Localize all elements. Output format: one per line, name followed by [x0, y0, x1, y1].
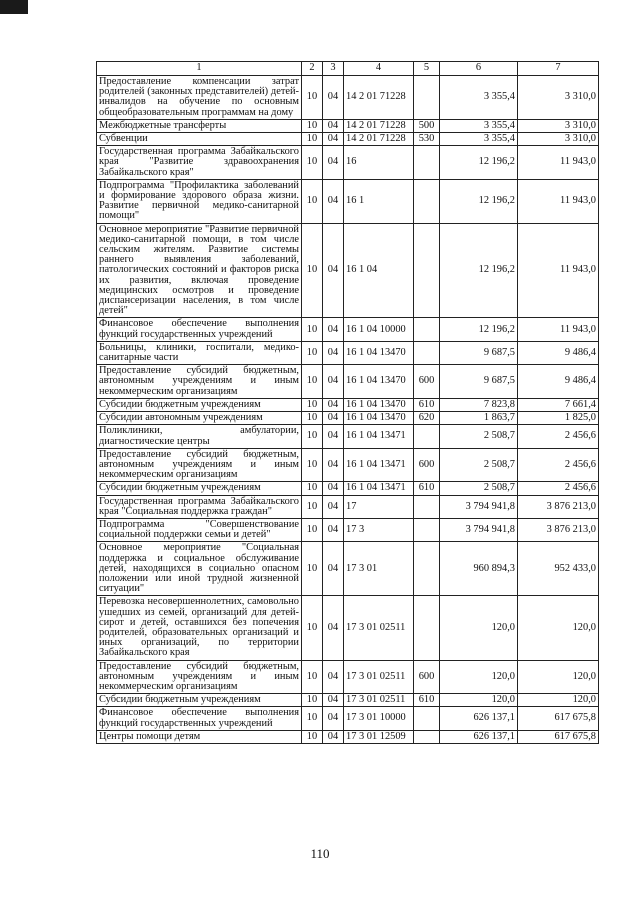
section-code-cell: 10 — [302, 365, 323, 399]
amount-col7-cell: 3 310,0 — [518, 133, 599, 146]
amount-col7-cell: 2 456,6 — [518, 448, 599, 482]
row-name-cell: Подпрограмма "Профилактика заболеваний и формирование здорового образа жизни. Развитие первичной медико-санитарной помощи" — [97, 179, 302, 223]
expense-type-cell — [414, 341, 440, 364]
table-row — [97, 660, 599, 694]
table-row — [97, 730, 599, 743]
amount-col6-cell: 7 823,8 — [440, 398, 518, 411]
section-code-cell: 10 — [302, 76, 323, 120]
expense-type-cell — [414, 730, 440, 743]
table-row — [97, 707, 599, 730]
section-code-cell: 10 — [302, 495, 323, 518]
section-code-cell: 10 — [302, 341, 323, 364]
amount-col7-cell: 11 943,0 — [518, 179, 599, 223]
table-header-row — [97, 62, 599, 76]
amount-col7-cell: 11 943,0 — [518, 318, 599, 341]
subsection-code-cell: 04 — [323, 482, 344, 495]
amount-col6-cell: 3 355,4 — [440, 133, 518, 146]
table-row — [97, 133, 599, 146]
target-article-cell: 14 2 01 71228 — [344, 133, 414, 146]
table-row — [97, 146, 599, 180]
subsection-code-cell: 04 — [323, 76, 344, 120]
table-row — [97, 318, 599, 341]
subsection-code-cell: 04 — [323, 146, 344, 180]
amount-col7-cell: 617 675,8 — [518, 707, 599, 730]
table-row — [97, 76, 599, 120]
expense-type-cell: 610 — [414, 398, 440, 411]
table-row — [97, 482, 599, 495]
header-col-1: 1 — [97, 62, 302, 76]
amount-col7-cell: 11 943,0 — [518, 146, 599, 180]
subsection-code-cell: 04 — [323, 318, 344, 341]
row-name-cell: Предоставление субсидий бюджетным, автономным учреждениям и иным некоммерческим организациям — [97, 365, 302, 399]
amount-col6-cell: 120,0 — [440, 660, 518, 694]
section-code-cell: 10 — [302, 318, 323, 341]
row-name-cell: Субсидии бюджетным учреждениям — [97, 482, 302, 495]
subsection-code-cell: 04 — [323, 119, 344, 132]
table-row — [97, 425, 599, 448]
subsection-code-cell: 04 — [323, 495, 344, 518]
target-article-cell: 16 1 04 13470 — [344, 412, 414, 425]
row-name-cell: Финансовое обеспечение выполнения функций государственных учреждений — [97, 707, 302, 730]
header-col-5: 5 — [414, 62, 440, 76]
expense-type-cell — [414, 542, 440, 596]
amount-col7-cell: 3 310,0 — [518, 119, 599, 132]
table-row — [97, 448, 599, 482]
section-code-cell: 10 — [302, 482, 323, 495]
amount-col7-cell: 1 825,0 — [518, 412, 599, 425]
target-article-cell: 16 1 — [344, 179, 414, 223]
subsection-code-cell: 04 — [323, 365, 344, 399]
table-row — [97, 365, 599, 399]
row-name-cell: Основное мероприятие "Развитие первичной медико-санитарной помощи, в том числе сельским жителям. Развитие системы раннего выявления заболеваний, патологических состояний и факторов риска их развития, включая проведение медицинских осмотров и проведение диспансеризации населения, в том числе детей" — [97, 223, 302, 318]
amount-col6-cell: 12 196,2 — [440, 223, 518, 318]
expense-type-cell: 610 — [414, 694, 440, 707]
expense-type-cell: 610 — [414, 482, 440, 495]
row-name-cell: Поликлиники, амбулатории, диагностические центры — [97, 425, 302, 448]
section-code-cell: 10 — [302, 179, 323, 223]
table-row — [97, 495, 599, 518]
expense-type-cell: 530 — [414, 133, 440, 146]
subsection-code-cell: 04 — [323, 596, 344, 660]
row-name-cell: Субсидии бюджетным учреждениям — [97, 694, 302, 707]
subsection-code-cell: 04 — [323, 398, 344, 411]
expense-type-cell — [414, 425, 440, 448]
row-name-cell: Подпрограмма "Совершенствование социальной поддержки семьи и детей" — [97, 518, 302, 541]
table-row — [97, 596, 599, 660]
expense-type-cell — [414, 146, 440, 180]
header-col-6: 6 — [440, 62, 518, 76]
amount-col7-cell: 3 876 213,0 — [518, 518, 599, 541]
target-article-cell: 16 1 04 10000 — [344, 318, 414, 341]
row-name-cell: Основное мероприятие "Социальная поддержка и социальное обслуживание детей, находящихся в социально опасном положении или иной трудной жизненной ситуации" — [97, 542, 302, 596]
target-article-cell: 16 1 04 13470 — [344, 398, 414, 411]
amount-col6-cell: 12 196,2 — [440, 318, 518, 341]
table-row — [97, 223, 599, 318]
amount-col7-cell: 2 456,6 — [518, 482, 599, 495]
subsection-code-cell: 04 — [323, 179, 344, 223]
target-article-cell: 17 3 01 02511 — [344, 660, 414, 694]
subsection-code-cell: 04 — [323, 412, 344, 425]
target-article-cell: 17 3 01 — [344, 542, 414, 596]
row-name-cell: Предоставление субсидий бюджетным, автономным учреждениям и иным некоммерческим организациям — [97, 448, 302, 482]
table-row — [97, 341, 599, 364]
section-code-cell: 10 — [302, 542, 323, 596]
section-code-cell: 10 — [302, 518, 323, 541]
expense-type-cell — [414, 179, 440, 223]
amount-col7-cell: 9 486,4 — [518, 341, 599, 364]
expense-type-cell — [414, 707, 440, 730]
target-article-cell: 16 1 04 13471 — [344, 482, 414, 495]
section-code-cell: 10 — [302, 448, 323, 482]
table-row — [97, 398, 599, 411]
section-code-cell: 10 — [302, 146, 323, 180]
subsection-code-cell: 04 — [323, 707, 344, 730]
amount-col6-cell: 2 508,7 — [440, 425, 518, 448]
row-name-cell: Межбюджетные трансферты — [97, 119, 302, 132]
target-article-cell: 16 1 04 13470 — [344, 365, 414, 399]
subsection-code-cell: 04 — [323, 448, 344, 482]
target-article-cell: 17 3 — [344, 518, 414, 541]
table-row — [97, 412, 599, 425]
amount-col7-cell: 120,0 — [518, 694, 599, 707]
amount-col7-cell: 617 675,8 — [518, 730, 599, 743]
table-row — [97, 518, 599, 541]
section-code-cell: 10 — [302, 660, 323, 694]
row-name-cell: Государственная программа Забайкальского края "Социальная поддержка граждан" — [97, 495, 302, 518]
row-name-cell: Предоставление компенсации затрат родителей (законных представителей) детей-инвалидов на обучение по основным общеобразовательным программам на дому — [97, 76, 302, 120]
subsection-code-cell: 04 — [323, 133, 344, 146]
expense-type-cell: 620 — [414, 412, 440, 425]
header-col-7: 7 — [518, 62, 599, 76]
row-name-cell: Субсидии бюджетным учреждениям — [97, 398, 302, 411]
scan-edge-mark — [0, 0, 28, 14]
amount-col7-cell: 120,0 — [518, 660, 599, 694]
expense-type-cell: 600 — [414, 660, 440, 694]
header-col-2: 2 — [302, 62, 323, 76]
amount-col7-cell: 11 943,0 — [518, 223, 599, 318]
budget-table — [96, 61, 599, 744]
expense-type-cell: 500 — [414, 119, 440, 132]
amount-col6-cell: 2 508,7 — [440, 448, 518, 482]
amount-col6-cell: 9 687,5 — [440, 365, 518, 399]
amount-col6-cell: 3 355,4 — [440, 119, 518, 132]
subsection-code-cell: 04 — [323, 694, 344, 707]
section-code-cell: 10 — [302, 694, 323, 707]
row-name-cell: Субсидии автономным учреждениям — [97, 412, 302, 425]
amount-col6-cell: 120,0 — [440, 694, 518, 707]
section-code-cell: 10 — [302, 412, 323, 425]
target-article-cell: 17 3 01 12509 — [344, 730, 414, 743]
expense-type-cell: 600 — [414, 365, 440, 399]
amount-col7-cell: 9 486,4 — [518, 365, 599, 399]
subsection-code-cell: 04 — [323, 425, 344, 448]
amount-col6-cell: 3 355,4 — [440, 76, 518, 120]
row-name-cell: Финансовое обеспечение выполнения функций государственных учреждений — [97, 318, 302, 341]
header-col-4: 4 — [344, 62, 414, 76]
amount-col7-cell: 2 456,6 — [518, 425, 599, 448]
section-code-cell: 10 — [302, 730, 323, 743]
expense-type-cell — [414, 318, 440, 341]
target-article-cell: 16 1 04 — [344, 223, 414, 318]
target-article-cell: 17 — [344, 495, 414, 518]
expense-type-cell — [414, 223, 440, 318]
subsection-code-cell: 04 — [323, 341, 344, 364]
section-code-cell: 10 — [302, 398, 323, 411]
amount-col6-cell: 9 687,5 — [440, 341, 518, 364]
target-article-cell: 17 3 01 02511 — [344, 694, 414, 707]
amount-col7-cell: 952 433,0 — [518, 542, 599, 596]
row-name-cell: Субвенции — [97, 133, 302, 146]
section-code-cell: 10 — [302, 596, 323, 660]
amount-col6-cell: 120,0 — [440, 596, 518, 660]
subsection-code-cell: 04 — [323, 542, 344, 596]
expense-type-cell: 600 — [414, 448, 440, 482]
target-article-cell: 17 3 01 02511 — [344, 596, 414, 660]
amount-col6-cell: 1 863,7 — [440, 412, 518, 425]
section-code-cell: 10 — [302, 707, 323, 730]
amount-col6-cell: 3 794 941,8 — [440, 495, 518, 518]
subsection-code-cell: 04 — [323, 660, 344, 694]
table-body — [97, 76, 599, 744]
amount-col6-cell: 626 137,1 — [440, 707, 518, 730]
section-code-cell: 10 — [302, 133, 323, 146]
table-row — [97, 179, 599, 223]
target-article-cell: 14 2 01 71228 — [344, 119, 414, 132]
row-name-cell: Больницы, клиники, госпитали, медико-санитарные части — [97, 341, 302, 364]
table-row — [97, 542, 599, 596]
expense-type-cell — [414, 596, 440, 660]
table-row — [97, 119, 599, 132]
amount-col6-cell: 626 137,1 — [440, 730, 518, 743]
target-article-cell: 16 1 04 13471 — [344, 448, 414, 482]
section-code-cell: 10 — [302, 223, 323, 318]
amount-col6-cell: 12 196,2 — [440, 179, 518, 223]
row-name-cell: Центры помощи детям — [97, 730, 302, 743]
row-name-cell: Перевозка несовершеннолетних, самовольно ушедших из семей, организаций для детей-сирот и детей, оставшихся без попечения родителей, образовательных организаций и иных организаций, по территории Забайкальского края — [97, 596, 302, 660]
table-row — [97, 694, 599, 707]
row-name-cell: Государственная программа Забайкальского края "Развитие здравоохранения Забайкальского края" — [97, 146, 302, 180]
target-article-cell: 16 — [344, 146, 414, 180]
amount-col6-cell: 2 508,7 — [440, 482, 518, 495]
subsection-code-cell: 04 — [323, 518, 344, 541]
page-number: 110 — [310, 846, 330, 861]
target-article-cell: 16 1 04 13471 — [344, 425, 414, 448]
expense-type-cell — [414, 495, 440, 518]
target-article-cell: 17 3 01 10000 — [344, 707, 414, 730]
amount-col7-cell: 7 661,4 — [518, 398, 599, 411]
amount-col7-cell: 120,0 — [518, 596, 599, 660]
subsection-code-cell: 04 — [323, 730, 344, 743]
section-code-cell: 10 — [302, 425, 323, 448]
amount-col7-cell: 3 310,0 — [518, 76, 599, 120]
header-col-3: 3 — [323, 62, 344, 76]
subsection-code-cell: 04 — [323, 223, 344, 318]
expense-type-cell — [414, 76, 440, 120]
amount-col6-cell: 12 196,2 — [440, 146, 518, 180]
amount-col7-cell: 3 876 213,0 — [518, 495, 599, 518]
section-code-cell: 10 — [302, 119, 323, 132]
target-article-cell: 14 2 01 71228 — [344, 76, 414, 120]
amount-col6-cell: 3 794 941,8 — [440, 518, 518, 541]
row-name-cell: Предоставление субсидий бюджетным, автономным учреждениям и иным некоммерческим организациям — [97, 660, 302, 694]
amount-col6-cell: 960 894,3 — [440, 542, 518, 596]
target-article-cell: 16 1 04 13470 — [344, 341, 414, 364]
expense-type-cell — [414, 518, 440, 541]
